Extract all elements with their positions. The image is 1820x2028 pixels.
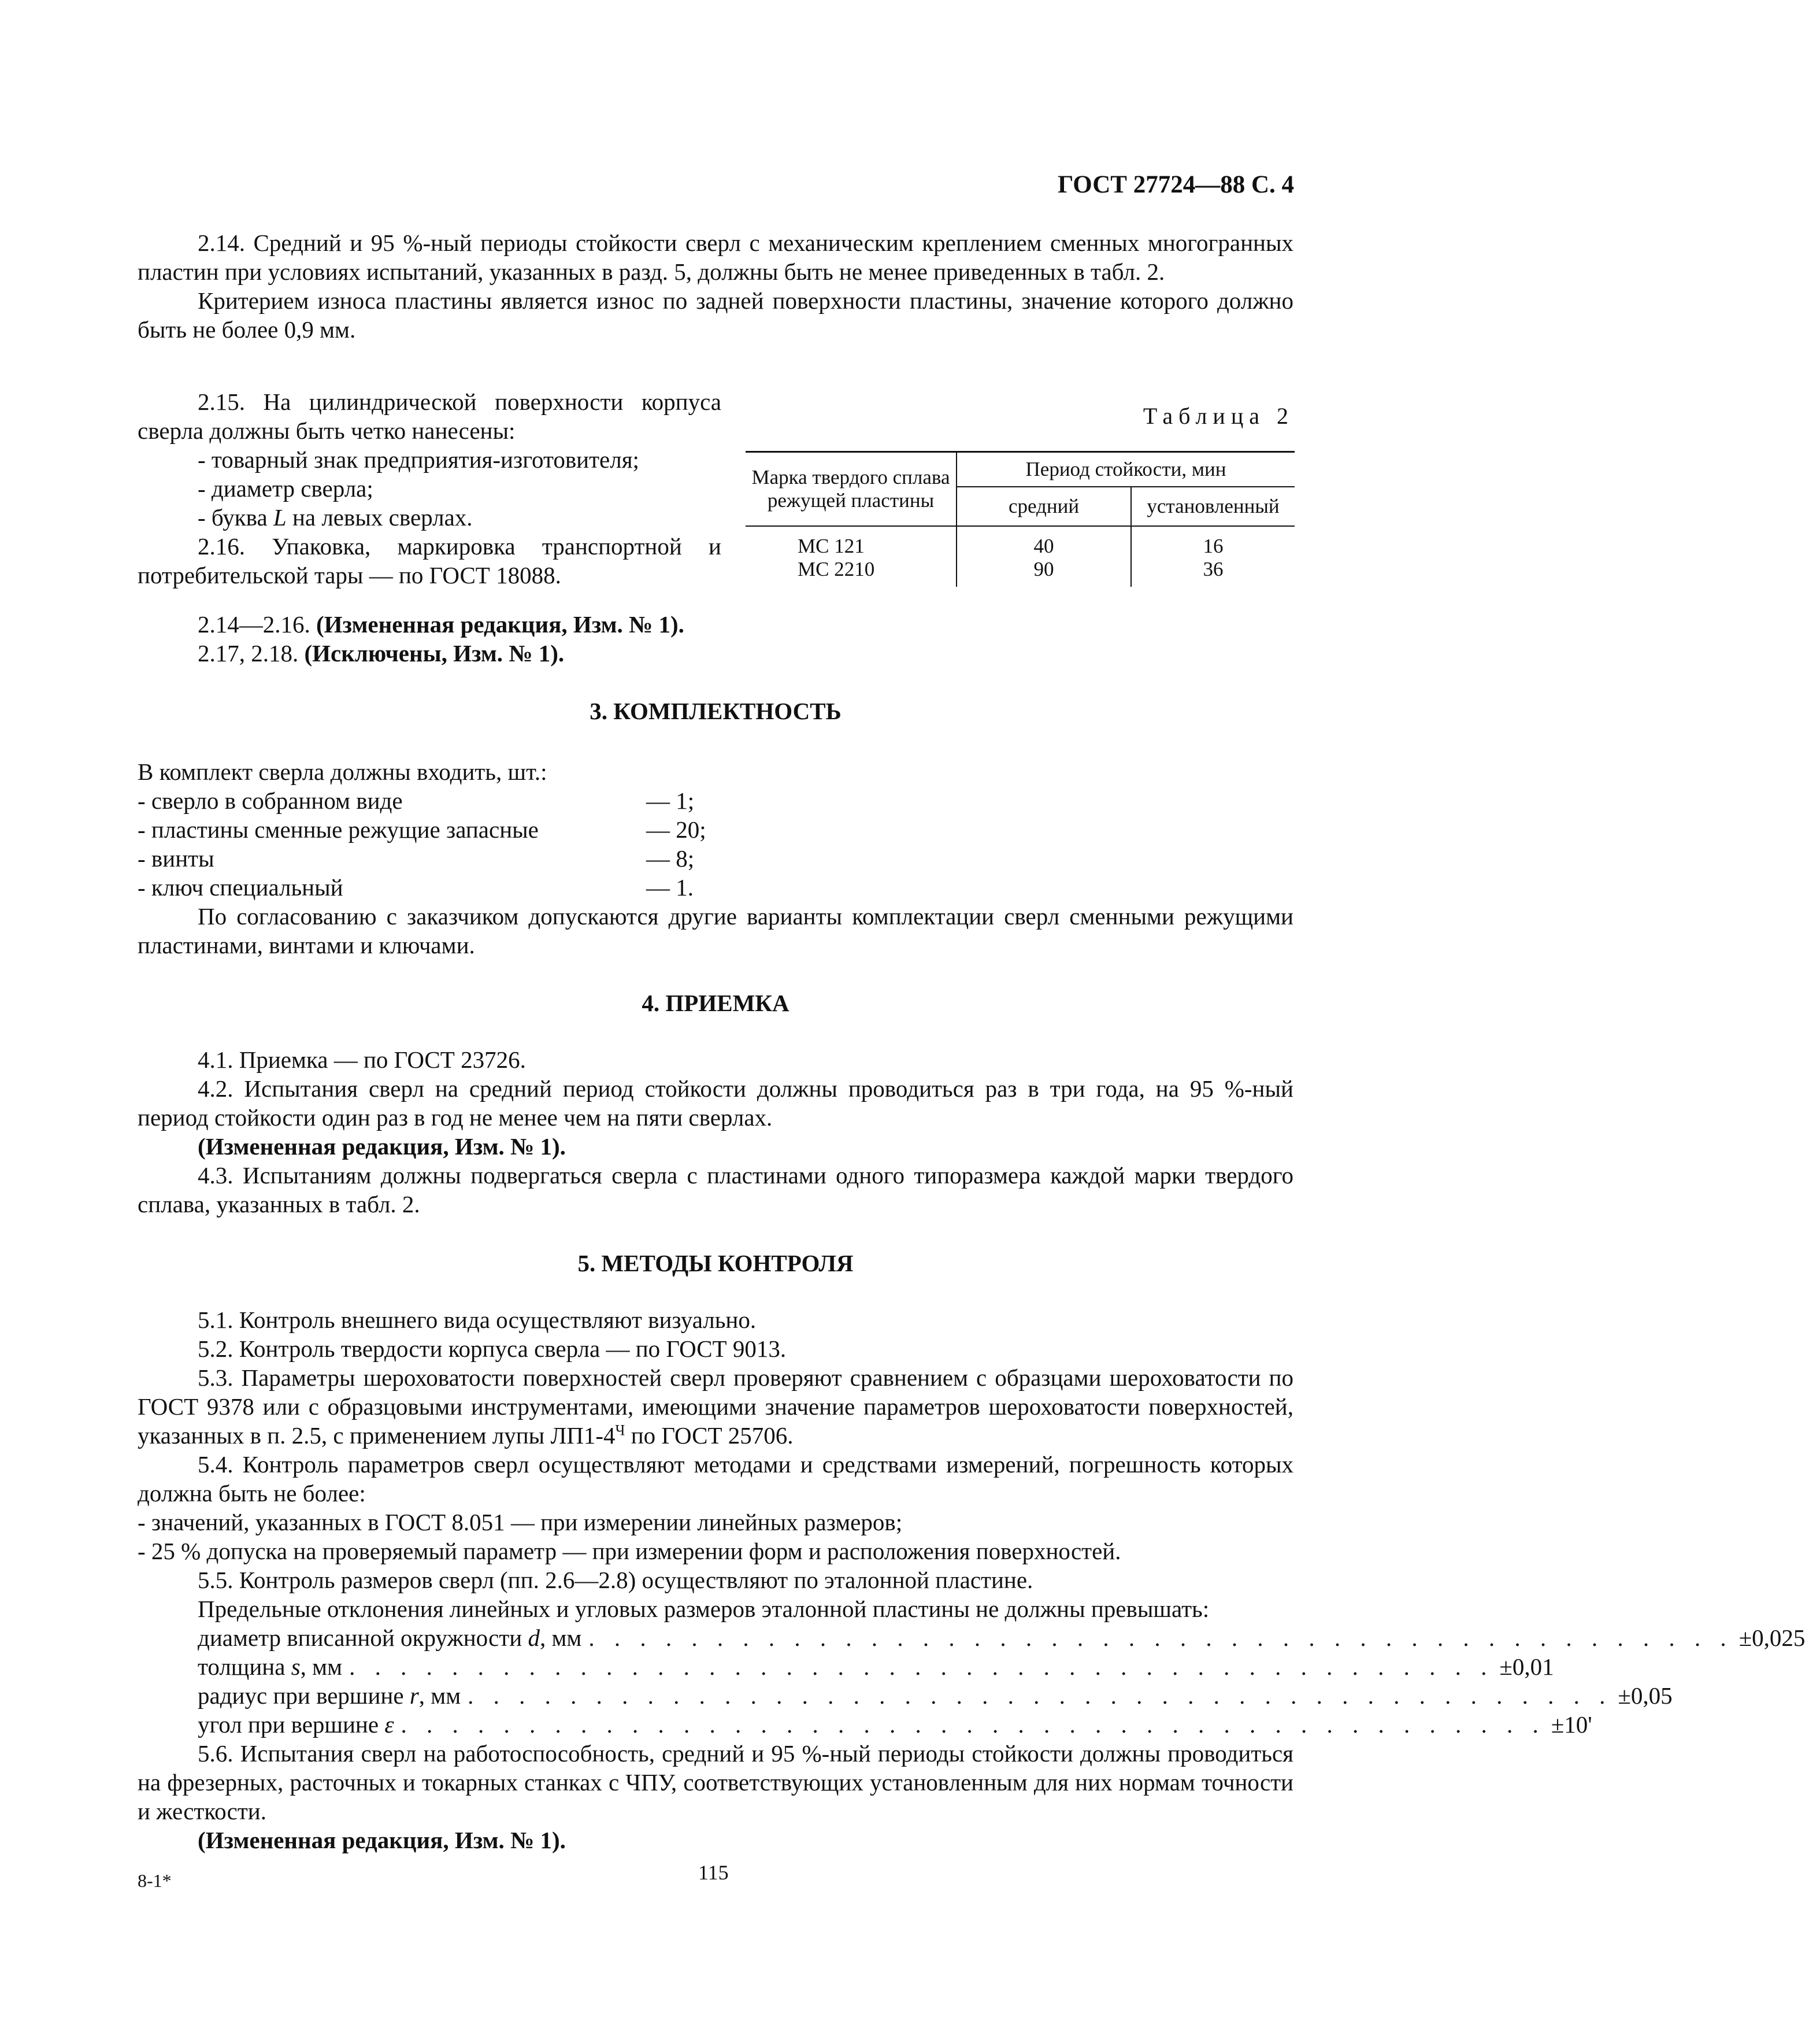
- paragraph-wear-criterion: Критерием износа пластины является износ по задней поверхности пластины, значение которого должно быть не более 0,9 мм.: [138, 287, 1293, 343]
- amendment-note: (Измененная редакция, Изм. № 1).: [198, 1133, 566, 1160]
- accuracy-item: - 25 % допуска на проверяемый параметр — при измерении форм и расположения поверхностей.: [138, 1538, 1121, 1564]
- kit-item-qty: — 1.: [646, 874, 694, 901]
- kit-item-qty: — 8;: [646, 845, 695, 872]
- section-4-heading: 4. ПРИЕМКА: [642, 990, 789, 1016]
- paragraph-5-1: 5.1. Контроль внешнего вида осуществляют визуально.: [198, 1307, 757, 1333]
- limit-variable: r: [409, 1682, 419, 1709]
- limit-unit: , мм: [300, 1653, 343, 1680]
- paragraph-5-4: 5.4. Контроль параметров сверл осуществляют методами и средствами измерений, погрешность которых должна быть не более:: [138, 1451, 1293, 1507]
- limit-unit: , мм: [539, 1624, 582, 1651]
- paragraph-5-6: 5.6. Испытания сверл на работоспособность, средний и 95 %-ный периоды стойкости должны проводиться на фрезерных, расточных и токарных станках с ЧПУ, соответствующих установленным для них нормам точности и жесткости.: [138, 1740, 1293, 1825]
- note-ref: 2.14—2.16.: [198, 611, 316, 638]
- section-3-heading: 3. КОМПЛЕКТНОСТЬ: [590, 698, 842, 724]
- kit-intro: В комплект сверла должны входить, шт.:: [138, 758, 547, 785]
- table-cell-brand: МС 2210: [798, 558, 875, 580]
- table-row: [746, 558, 1295, 587]
- amendment-note: (Измененная редакция, Изм. № 1).: [198, 1827, 566, 1853]
- limits-intro: Предельные отклонения линейных и угловых размеров эталонной пластины не должны превышать:: [198, 1596, 1210, 1622]
- section-5-heading: 5. МЕТОДЫ КОНТРОЛЯ: [577, 1250, 854, 1276]
- paragraph-5-2: 5.2. Контроль твердости корпуса сверла — по ГОСТ 9013.: [198, 1335, 787, 1362]
- table-cell-brand: МС 121: [798, 535, 865, 557]
- limit-label-text: диаметр вписанной окружности: [198, 1624, 528, 1651]
- limit-value: ±10': [1551, 1711, 1592, 1738]
- paragraph-2-15: 2.15. На цилиндрической поверхности корпуса сверла должны быть четко нанесены:: [138, 388, 721, 444]
- kit-item-qty: — 1;: [646, 787, 695, 814]
- limit-label-text: угол при вершине: [198, 1711, 385, 1738]
- marking-item-text: на левых сверлах.: [286, 504, 473, 531]
- kit-item: [138, 786, 1293, 815]
- kit-item-qty: — 20;: [646, 816, 706, 843]
- paragraph-text: по ГОСТ 25706.: [625, 1422, 794, 1449]
- marking-item: - диаметр сверла;: [198, 475, 373, 502]
- limit-label: [198, 1681, 461, 1710]
- page-header: ГОСТ 27724—88 С. 4: [1057, 171, 1294, 198]
- footer-code: 8-1*: [138, 1870, 172, 1891]
- limit-value: ±0,05: [1618, 1682, 1673, 1709]
- section-4-body: [138, 1045, 1293, 1219]
- note-ref: 2.17, 2.18.: [198, 640, 305, 667]
- superscript: Ч: [615, 1422, 625, 1439]
- note-text: (Измененная редакция, Изм. № 1).: [316, 611, 684, 638]
- limit-label: [198, 1623, 581, 1652]
- amendment-note: [138, 610, 773, 639]
- table-header-period: Период стойкости, мин: [957, 452, 1295, 487]
- limit-row: [198, 1681, 1673, 1710]
- paragraph-2-16: 2.16. Упаковка, маркировка транспортной и потребительской тары — по ГОСТ 18088.: [138, 533, 721, 589]
- section-2-notes: [138, 610, 773, 668]
- limit-label: [198, 1710, 394, 1739]
- section-2-intro: [138, 228, 1293, 344]
- limits-list: [138, 1623, 1806, 1739]
- table-cell-established: 16: [1131, 526, 1295, 558]
- page-number: 115: [698, 1861, 729, 1884]
- kit-item: [138, 873, 1293, 902]
- limit-row: [198, 1623, 1806, 1652]
- leader-dots: . . . . . . . . . . . . . . . . . . . . . . . . . . . . . . . . . . . . . . . . . . . . .: [588, 1624, 1733, 1651]
- paragraph-4-2: 4.2. Испытания сверл на средний период стойкости должны проводиться раз в три года, на 95 %-ный период стойкости один раз в год не менее чем на пяти сверлах.: [138, 1075, 1293, 1131]
- paragraph-2-14: 2.14. Средний и 95 %-ный периоды стойкости сверл с механическим креплением сменных многогранных пластин при условиях испытаний, указанных в разд. 5, должны быть не менее приведенных в табл. 2.: [138, 230, 1293, 285]
- limit-unit: , мм: [418, 1682, 461, 1709]
- kit-item-name: - ключ специальный: [138, 874, 343, 901]
- limit-row: [198, 1710, 1592, 1739]
- limit-value: ±0,01: [1499, 1653, 1554, 1680]
- accuracy-item: - значений, указанных в ГОСТ 8.051 — при измерении линейных размеров;: [138, 1509, 903, 1535]
- leader-dots: . . . . . . . . . . . . . . . . . . . . . . . . . . . . . . . . . . . . . . . . . . . . .: [468, 1682, 1613, 1709]
- table-header-brand: Марка твердого сплава режущей пластины: [746, 452, 957, 527]
- limit-label: [198, 1652, 342, 1681]
- table-header-average: средний: [957, 487, 1131, 526]
- limit-value: ±0,025: [1739, 1624, 1806, 1651]
- paragraph-4-3: 4.3. Испытаниям должны подвергаться сверла с пластинами одного типоразмера каждой марки твердого сплава, указанных в табл. 2.: [138, 1162, 1293, 1217]
- paragraph-5-3: [138, 1363, 1293, 1450]
- limit-variable: d: [528, 1624, 540, 1651]
- limit-variable: s: [291, 1653, 301, 1680]
- table-cell-established: 36: [1131, 558, 1295, 587]
- variable-L: L: [273, 504, 287, 531]
- leader-dots: . . . . . . . . . . . . . . . . . . . . . . . . . . . . . . . . . . . . . . . . . . . . .: [401, 1711, 1545, 1738]
- limit-row: [198, 1652, 1554, 1681]
- paragraph-5-5: 5.5. Контроль размеров сверл (пп. 2.6—2.8) осуществляют по эталонной пластине.: [198, 1567, 1033, 1593]
- table-header-established: установленный: [1131, 487, 1295, 526]
- kit-item-name: - винты: [138, 845, 214, 872]
- note-text: (Исключены, Изм. № 1).: [304, 640, 565, 667]
- table-2-title: Таблица 2: [1143, 403, 1294, 429]
- paragraph-4-1: 4.1. Приемка — по ГОСТ 23726.: [198, 1046, 526, 1073]
- marking-item: [138, 503, 721, 532]
- table-2: [746, 451, 1295, 587]
- kit-item: [138, 815, 1293, 844]
- table-cell-average: 40: [957, 526, 1131, 558]
- excluded-note: [138, 639, 773, 668]
- marking-item-text: - буква: [198, 504, 273, 531]
- table-row: [746, 526, 1295, 558]
- paragraph-text: 5.3. Параметры шероховатости поверхностей сверл проверяют сравнением с образцами шероховатости по ГОСТ 9378 или с образцовыми инструментами, имеющими значение параметров шероховатости поверхностей, указанных в п. 2.5, с применением лупы ЛП1-4: [138, 1364, 1293, 1449]
- table-header-row: [746, 452, 1295, 487]
- marking-item: - товарный знак предприятия-изготовителя;: [198, 446, 639, 473]
- kit-item-name: - пластины сменные режущие запасные: [138, 816, 539, 843]
- leader-dots: . . . . . . . . . . . . . . . . . . . . . . . . . . . . . . . . . . . . . . . . . . . . .: [349, 1653, 1494, 1680]
- section-5-body: [138, 1305, 1806, 1855]
- limit-label-text: толщина: [198, 1653, 291, 1680]
- kit-item: [138, 844, 1293, 873]
- section-3-body: [138, 757, 1293, 960]
- limit-label-text: радиус при вершине: [198, 1682, 410, 1709]
- limit-variable: ε: [384, 1711, 394, 1738]
- kit-item-name: - сверло в собранном виде: [138, 787, 403, 814]
- section-2-left-column: [138, 387, 721, 590]
- kit-agreement: По согласованию с заказчиком допускаются другие варианты комплектации сверл сменными режущими пластинами, винтами и ключами.: [138, 903, 1293, 959]
- table-cell-average: 90: [957, 558, 1131, 587]
